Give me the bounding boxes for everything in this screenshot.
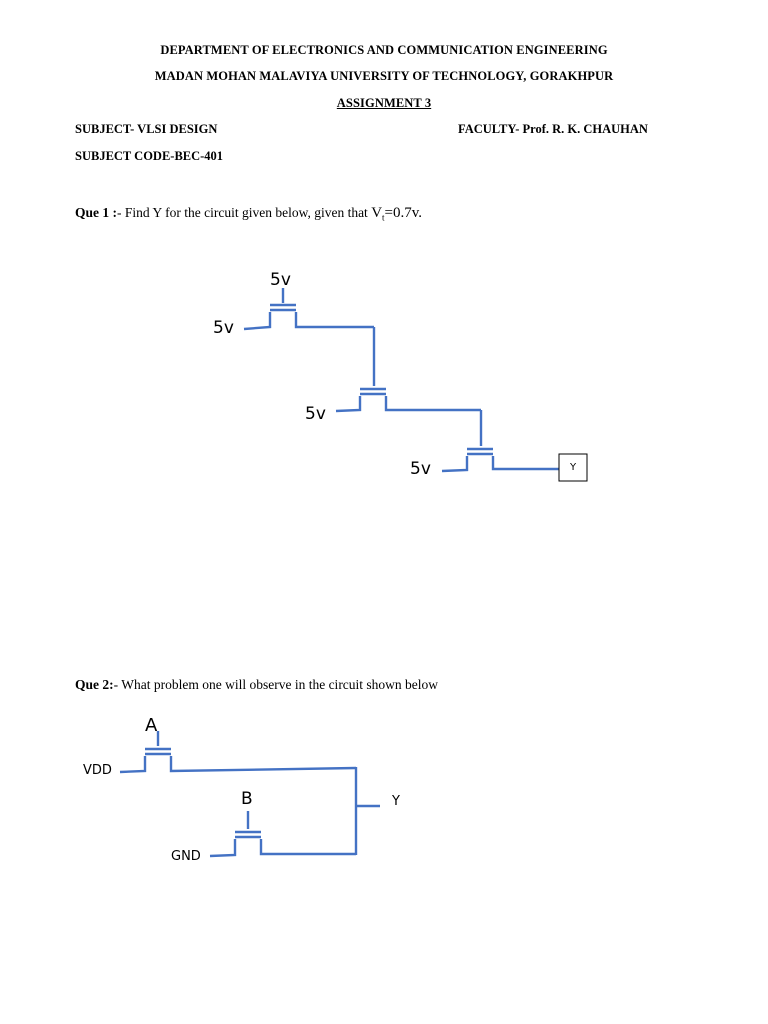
gnd-label: GND [171,849,201,864]
question-1-label: Que 1 : [75,205,117,220]
assignment-title: ASSIGNMENT 3 [336,96,432,110]
department-title: DEPARTMENT OF ELECTRONICS AND COMMUNICATION ENGINEERING [160,43,608,57]
faculty-line: FACULTY- Prof. R. K. CHAUHAN [458,122,648,136]
transistor-b [210,811,356,856]
vt-value: =0.7v. [384,205,423,221]
q2-output-y-label: Y [392,794,400,809]
subject-code-line: SUBJECT CODE-BEC-401 [75,149,224,163]
transistor-a [120,731,356,772]
transistor-1 [244,288,374,329]
vt-subscript: t [382,212,385,223]
university-title: MADAN MOHAN MALAVIYA UNIVERSITY OF TECHNOLOGY, GORAKHPUR [154,69,614,83]
subject-line: SUBJECT- VLSI DESIGN [75,122,218,136]
transistor-2 [336,389,481,411]
q1-circuit [213,270,587,481]
question-2 [75,677,438,693]
transistor-3 [442,449,559,471]
output-y-label: Y [569,462,577,473]
t1-gate-label: 5v [270,270,291,290]
t2-source-label: 5v [305,404,326,424]
vt-symbol: V [371,205,383,221]
gate-b-label: B [241,789,253,809]
vdd-label: VDD [83,763,112,778]
question-2-label: Que 2: [75,677,114,692]
t1-source-label: 5v [213,318,234,338]
t3-source-label: 5v [410,459,431,479]
question-1-text: - Find Y for the circuit given below, given that [117,205,372,220]
question-2-text: - What problem one will observe in the circuit shown below [113,677,439,692]
gate-a-label: A [145,715,158,736]
q2-circuit [83,715,400,864]
